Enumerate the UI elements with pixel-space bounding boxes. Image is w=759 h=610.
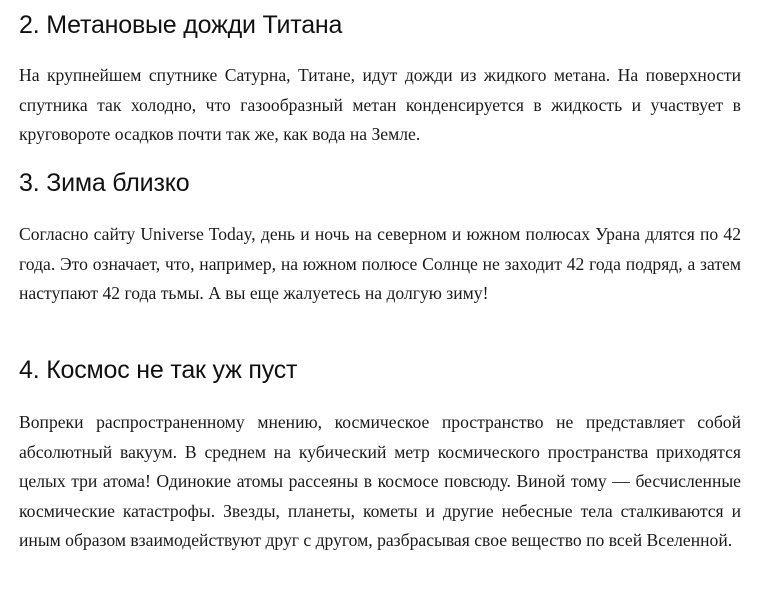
section-3-title: 3. Зима близко (19, 169, 190, 197)
section-4-body: Вопреки распространенному мнению, космическое пространство не представляет собой абсолютный вакуум. В среднем на кубический метр космического пространства приходятся целых три атома! Одинокие атомы рассеяны в космосе повсюду. Виной тому — бесчисленные космические катастрофы. Звезды, планеты, кометы и другие небесные тела сталкиваются и иным образом взаимодействуют друг с другом, разбрасывая свое вещество по всей Вселенной. (19, 412, 741, 551)
section-2-title: 2. Метановые дожди Титана (19, 11, 343, 39)
section-4-title: 4. Космос не так уж пуст (19, 356, 298, 384)
section-3-body: Согласно сайту Universe Today, день и ночь на северном и южном полюсах Урана длятся по 42 года. Это означает, что, например, на южном полюсе Солнце не заходит 42 года подряд, а затем наступают 42 года тьмы. А вы еще жалуетесь на долгую зиму! (19, 224, 741, 304)
section-2-body: На крупнейшем спутнике Сатурна, Титане, идут дожди из жидкого метана. На поверхности спутника так холодно, что газообразный метан конденсируется в жидкость и участвует в круговороте осадков почти так же, как вода на Земле. (19, 65, 741, 145)
